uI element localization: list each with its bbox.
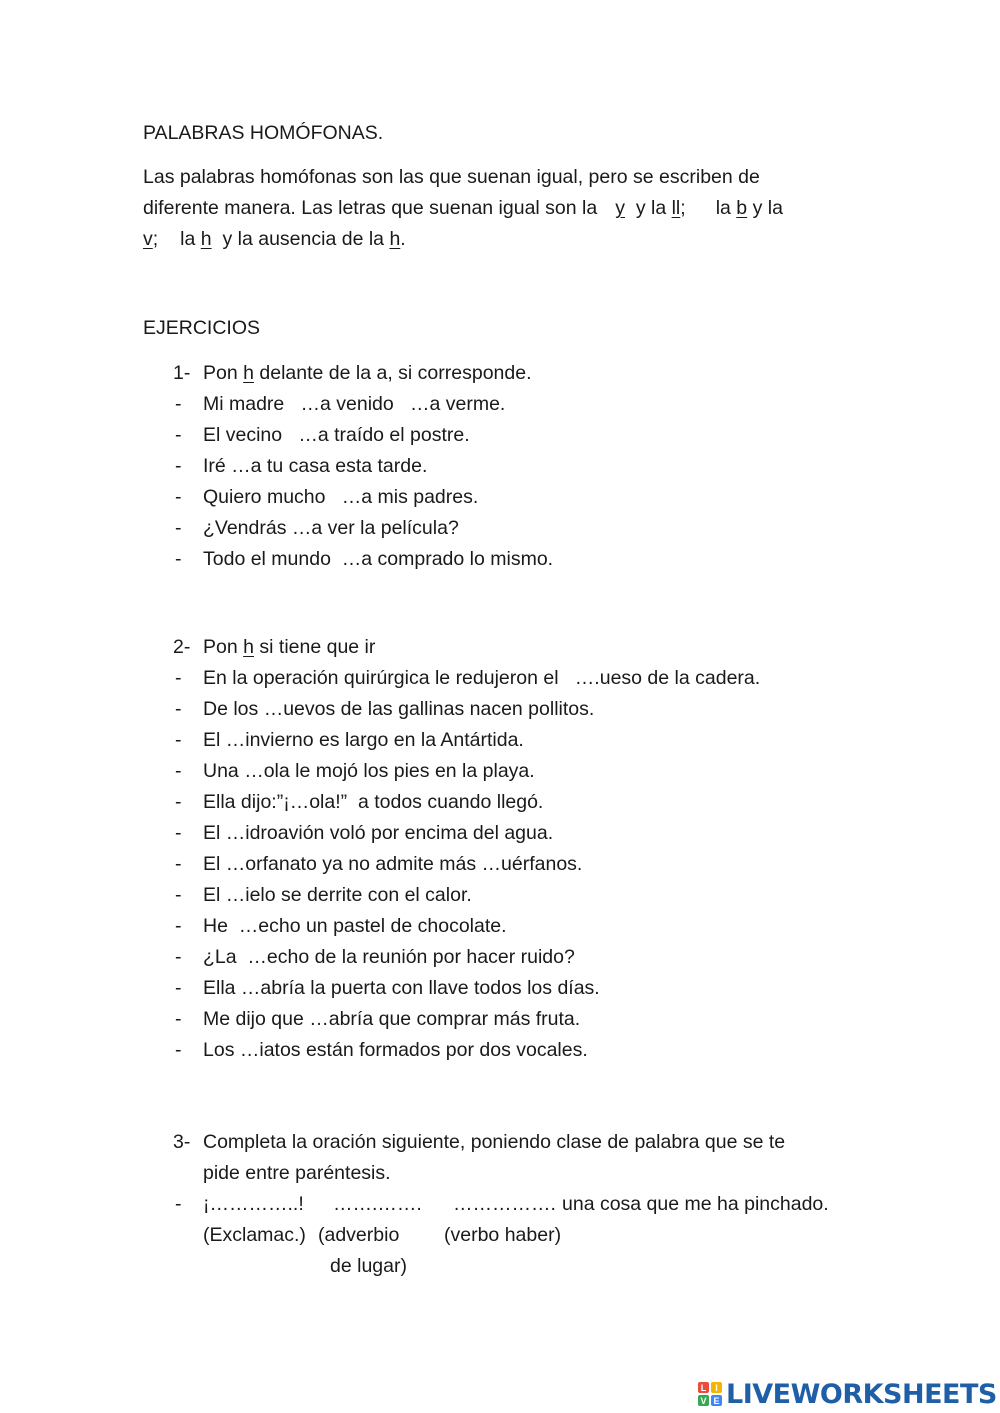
list-item-text: El vecino …a traído el postre.: [203, 424, 470, 446]
exercise-text: delante de la a, si corresponde.: [259, 362, 532, 384]
exercise-text: si tiene que ir: [259, 636, 376, 658]
exercise-3-line-2: pide entre paréntesis.: [203, 1162, 391, 1184]
logo-text: LIVEWORKSHEETS: [726, 1378, 997, 1410]
dash-bullet: -: [175, 455, 182, 477]
sentence-rest: una cosa que me ha pinchado.: [562, 1193, 829, 1215]
label-adverb-2: de lugar): [330, 1255, 407, 1277]
logo-letter: E: [711, 1395, 722, 1406]
letter-h: h: [243, 636, 254, 658]
list-item-text: El …invierno es largo en la Antártida.: [203, 729, 524, 751]
list-item-text: El …orfanato ya no admite más …uérfanos.: [203, 853, 583, 875]
dash-bullet: -: [175, 822, 182, 844]
intro-text: y la ausencia de la: [222, 228, 385, 250]
logo-grid-icon: [698, 1382, 722, 1406]
dash-bullet: -: [175, 884, 182, 906]
dash-bullet: -: [175, 548, 182, 570]
list-item-text: Me dijo que …abría que comprar más fruta.: [203, 1008, 581, 1030]
exercise-number: 1-: [173, 362, 191, 384]
list-item-text: Ella dijo:”¡…ola!” a todos cuando llegó.: [203, 791, 544, 813]
dash-bullet: -: [175, 791, 182, 813]
intro-text: y la: [752, 197, 783, 219]
letter-ll: ll: [671, 197, 681, 219]
list-item-text: Los …iatos están formados por dos vocales.: [203, 1039, 588, 1061]
dash-bullet: -: [175, 1193, 182, 1215]
exercise-number: 3-: [173, 1131, 191, 1153]
list-item-text: El …idroavión voló por encima del agua.: [203, 822, 554, 844]
list-item-text: Ella …abría la puerta con llave todos los días.: [203, 977, 600, 999]
list-item-text: Quiero mucho …a mis padres.: [203, 486, 479, 508]
dash-bullet: -: [175, 517, 182, 539]
list-item-text: El …ielo se derrite con el calor.: [203, 884, 472, 906]
dash-bullet: -: [175, 486, 182, 508]
logo-letter: V: [698, 1395, 709, 1406]
intro-text: la: [715, 197, 731, 219]
list-item-text: ¿Vendrás …a ver la película?: [203, 517, 459, 539]
intro-text: la: [180, 228, 196, 250]
section-heading: EJERCICIOS: [143, 317, 261, 339]
intro-text: ;: [152, 228, 159, 250]
intro-text: y la: [635, 197, 667, 219]
blank-exclamation: ¡…………..!: [203, 1193, 304, 1215]
dash-bullet: -: [175, 760, 182, 782]
logo-letter: L: [698, 1382, 709, 1393]
dash-bullet: -: [175, 1039, 182, 1061]
dash-bullet: -: [175, 853, 182, 875]
list-item-text: ¿La …echo de la reunión por hacer ruido?: [203, 946, 575, 968]
letter-h: h: [389, 228, 401, 250]
dash-bullet: -: [175, 729, 182, 751]
letter-v: v: [143, 228, 153, 250]
intro-text: .: [400, 228, 406, 250]
letter-h: h: [200, 228, 212, 250]
letter-h: h: [243, 362, 254, 384]
dash-bullet: -: [175, 698, 182, 720]
list-item-text: Una …ola le mojó los pies en la playa.: [203, 760, 535, 782]
dash-bullet: -: [175, 1008, 182, 1030]
exercise-number: 2-: [173, 636, 191, 658]
dash-bullet: -: [175, 915, 182, 937]
exercise-text: Completa la oración siguiente, poniendo clase de palabra que se te: [203, 1131, 786, 1153]
exercise-text: Pon: [203, 636, 238, 658]
label-adverb: (adverbio: [318, 1224, 400, 1246]
intro-text: ;: [680, 197, 686, 219]
list-item-text: Iré …a tu casa esta tarde.: [203, 455, 428, 477]
logo-letter: I: [711, 1382, 722, 1393]
exercise-text: Pon: [203, 362, 238, 384]
list-item-text: Mi madre …a venido …a verme.: [203, 393, 506, 415]
liveworksheets-logo: [698, 1378, 997, 1410]
list-item-text: Todo el mundo …a comprado lo mismo.: [203, 548, 554, 570]
list-item-text: En la operación quirúrgica le redujeron el ….ueso de la cadera.: [203, 667, 761, 689]
intro-text: diferente manera. Las letras que suenan igual son la: [143, 197, 598, 219]
dash-bullet: -: [175, 977, 182, 999]
list-item-text: He …echo un pastel de chocolate.: [203, 915, 507, 937]
blank-adverb: …….…….: [333, 1193, 422, 1215]
blank-verb: …………….: [453, 1193, 556, 1215]
list-item-text: De los …uevos de las gallinas nacen pollitos.: [203, 698, 595, 720]
dash-bullet: -: [175, 393, 182, 415]
dash-bullet: -: [175, 667, 182, 689]
page-title: PALABRAS HOMÓFONAS.: [143, 122, 384, 144]
label-exclamation: (Exclamac.): [203, 1224, 306, 1246]
dash-bullet: -: [175, 946, 182, 968]
intro-line-1: Las palabras homófonas son las que suenan igual, pero se escriben de: [143, 166, 760, 188]
label-verb: (verbo haber): [444, 1224, 562, 1246]
letter-y: y: [615, 197, 625, 219]
letter-b: b: [736, 197, 748, 219]
intro-line-3: [143, 230, 406, 250]
intro-line-2: [143, 199, 783, 219]
dash-bullet: -: [175, 424, 182, 446]
